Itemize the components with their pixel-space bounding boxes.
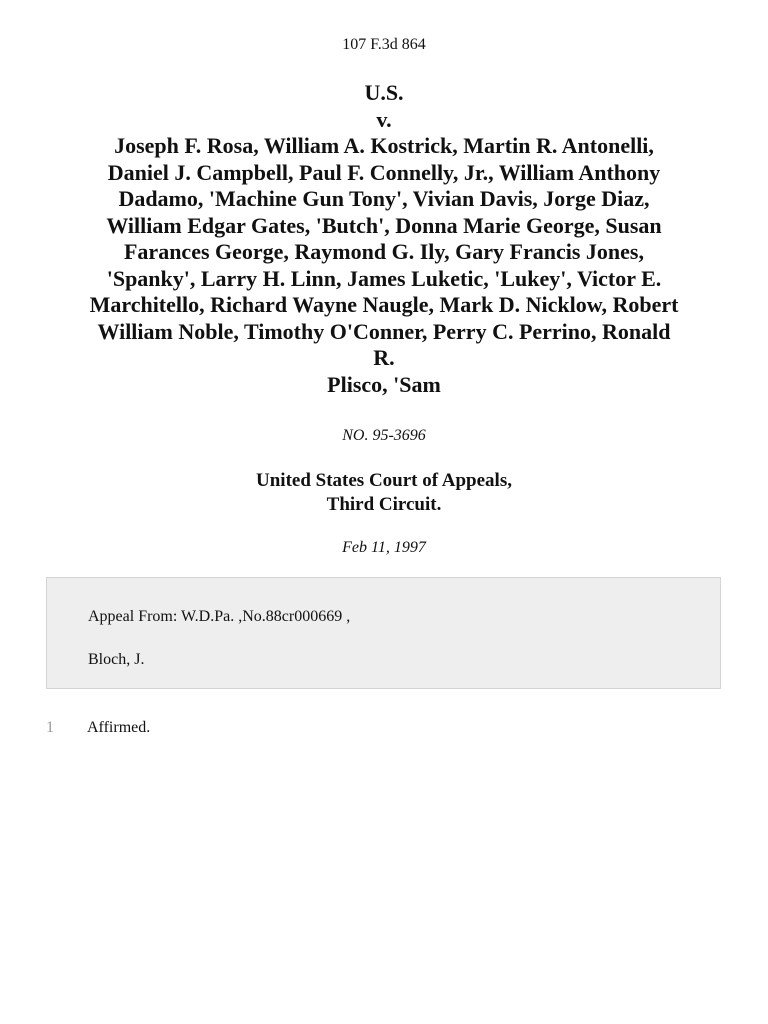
caption-line: Dadamo, 'Machine Gun Tony', Vivian Davis, Jorge Diaz, (118, 186, 650, 211)
court-line: Third Circuit. (326, 494, 442, 515)
docket-number: NO. 95-3696 (342, 427, 426, 444)
paragraph-number: 1 (46, 719, 54, 736)
judge-name: Bloch, J. (88, 651, 145, 668)
paragraph-text: Affirmed. (87, 719, 151, 736)
caption-line: Daniel J. Campbell, Paul F. Connelly, Jr., William Anthony (107, 159, 661, 185)
decision-date: Feb 11, 1997 (342, 539, 426, 556)
caption-line: Plisco, 'Sam (327, 371, 441, 397)
case-caption (40, 80, 728, 398)
caption-line: William Noble, Timothy O'Conner, Perry C. Perrino, Ronald (97, 318, 671, 344)
court-name (0, 469, 768, 517)
citation: 107 F.3d 864 (342, 36, 426, 53)
caption-line: Farances George, Raymond G. Ily, Gary Francis Jones, (123, 239, 644, 264)
caption-line: 'Spanky', Larry H. Linn, James Luketic, 'Lukey', Victor E. (106, 265, 662, 291)
court-line: United States Court of Appeals, (256, 470, 512, 491)
caption-line: Joseph F. Rosa, William A. Kostrick, Martin R. Antonelli, (114, 133, 654, 158)
appeal-info-box (46, 577, 721, 689)
caption-line: v. (376, 106, 392, 132)
appeal-from: Appeal From: W.D.Pa. ,No.88cr000669 , (88, 608, 351, 625)
caption-line: R. (373, 345, 395, 370)
caption-line: Marchitello, Richard Wayne Naugle, Mark D. Nicklow, Robert (89, 292, 679, 317)
caption-line: U.S. (364, 80, 404, 105)
opinion-paragraph (0, 719, 768, 741)
caption-line: William Edgar Gates, 'Butch', Donna Marie George, Susan (106, 212, 662, 238)
